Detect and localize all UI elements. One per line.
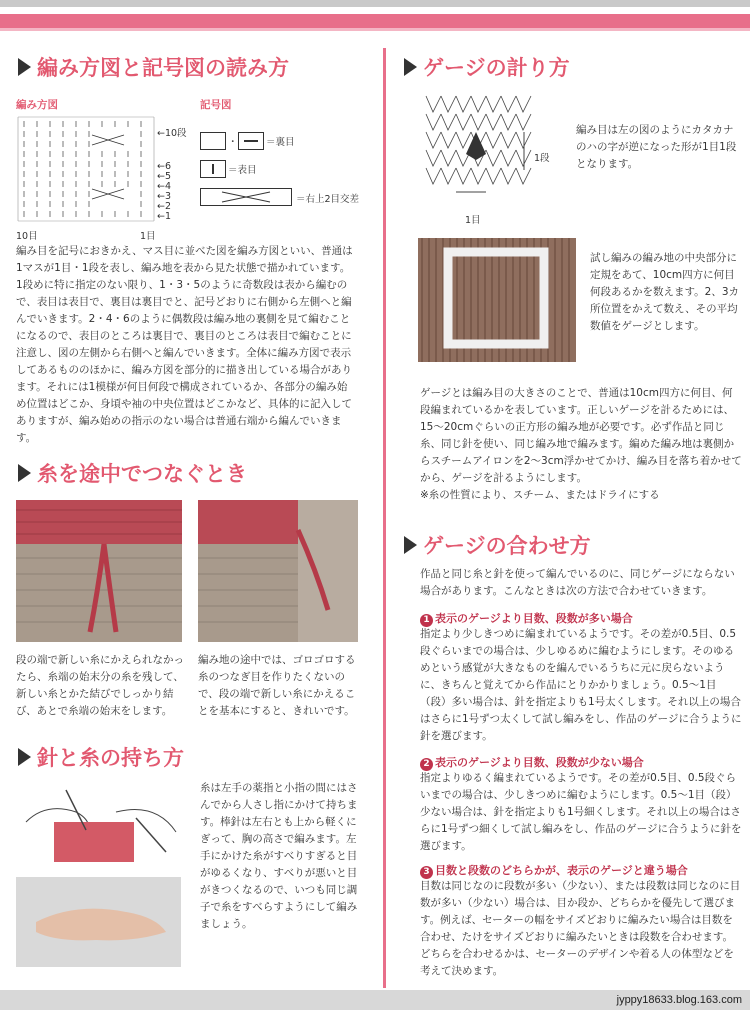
case3-body: 目数は同じなのに段数が多い（少ない）、または段数は同じなのに目数が多い（少ない）場合は、目か段か、どちらかを優先して選びます。例えば、セーターの幅をサイズどおりに編みたい場合は目数を合わせ、たけをサイズどおりに編みたいときは段数を合わせます。どちらを合わせるかは、セーターのデザインや着る人の体型などを考えて決めます。	[420, 880, 741, 977]
legend-knit: ＝表目	[228, 165, 257, 176]
legend-dot: ・	[228, 137, 238, 148]
case1-title: 1 表示のゲージより目数、段数が多い場合	[420, 610, 633, 627]
gauge-note: ※糸の性質により、スチーム、またはドライにする	[420, 489, 660, 501]
case2-body: 指定よりゆるく編まれているようです。その差が0.5目、0.5段ぐらいまでの場合は、少しきつめに編むようにします。0.5～1目（段）少ない場合は、針を指定よりも1号細くします。それ以上の場合はさらに1号ずつ細くして試し編みをし、作品のゲージに合うように針を選びます。	[420, 772, 742, 852]
row-label-3: ←3	[157, 191, 172, 202]
heading-chart-reading: 編み方図と記号図の読み方	[18, 52, 289, 82]
holding-illustrations	[16, 782, 181, 967]
holding-body: 糸は左手の薬指と小指の間にはさんでから人さし指にかけて持ちます。棒針は左右とも上から軽くにぎって、胸の高さで編みます。左手にかけた糸がすべりすぎると目がゆるくなり、すべりが悪いと目がきつくなるので、いつも同じ調子で糸をすべらすようにして編みましょう。	[200, 782, 358, 930]
row-label-4: ←4	[157, 181, 172, 192]
triangle-bullet-icon	[18, 748, 31, 766]
row-label-2: ←2	[157, 201, 172, 212]
heading-holding: 針と糸の持ち方	[18, 742, 184, 772]
footer-url: jyppy18633.blog.163.com	[616, 994, 742, 1006]
case2-title: 2 表示のゲージより目数、段数が少ない場合	[420, 754, 644, 771]
purl-empty-symbol	[200, 132, 226, 150]
heading-gauge: ゲージの計り方	[404, 52, 570, 82]
chart-bottom-left: 10目	[16, 231, 38, 242]
column-divider	[383, 48, 386, 988]
gauge-photo-text: 試し編みの編み地の中央部分に定規をあて、10cm四方に何目何段あるかを数えます。2、3カ所位置をかえて数え、その平均数値をゲージとします。	[590, 252, 740, 332]
matching-intro: 作品と同じ糸と針を使って編んでいるのに、同じゲージにならない場合があります。こんなときは次の方法で合わせていきます。	[420, 568, 735, 597]
legend-cross: ＝右上2目交差	[296, 194, 360, 205]
chart-bottom-right: 1目	[140, 231, 156, 242]
joining-photo-left	[16, 500, 182, 642]
gauge-row-label: 1段	[534, 153, 550, 164]
knit-symbol	[200, 160, 226, 178]
symbol-label: 記号図	[200, 99, 232, 111]
heading-matching: ゲージの合わせ方	[404, 530, 591, 560]
gauge-body: ゲージとは編み目の大きさのことで、普通は10cm四方に何目、何段編まれているかを表しています。正しいゲージを計るためには、15～20cmぐらいの正方形の編み地が必要です。必ず作品と同じ糸、同じ針を使い、同じ編み地で編みます。編めた編み地は裏側からスチームアイロンを2～3cm浮かせてかけ、編み目を落ち着かせてから、ゲージを計るようにします。	[420, 387, 742, 484]
top-pink-bar	[0, 14, 750, 28]
chart-label: 編み方図	[16, 99, 58, 111]
row-label-6: ←6	[157, 161, 172, 172]
top-gray-bar	[0, 0, 750, 7]
chart-reading-body: 編み目を記号におきかえ、マス目に並べた図を編み方図といい、普通は1マスが1目・1段を表し、編み地を表から見た状態で描かれています。1段めに特に指定のない限り、1・3・5のように奇数段は表から編むので、表目は表目で、裏目は裏目でと、記号どおりに右側から左側へと編んでいきます。2・4・6のように偶数段は編み地の裏側を見て編むことになるので、表目のところは裏目で、裏目のところは表目で編むことに注意し、図の左側から右側へと編んでいきます。全体に編み方図で表示してあるもののほかに、編み方図を部分的に描き出している場合があります。それには1模様が何目何段で構成されているか、各部分の編み始め位置はどこか、身頃や袖の中央位置はどこかなど、具体的に記入してありますが、編み始めの指示のない場合は普通右端から編んでいきます。	[16, 245, 353, 444]
gauge-ruler-photo	[418, 238, 576, 362]
joining-left-text: 段の端で新しい糸にかえられなかったら、糸端の始末分の糸を残して、新しい糸とかた結びでしっかり結び、あとで糸端の始末をします。	[16, 654, 184, 717]
legend-purl: ＝裏目	[266, 137, 295, 148]
purl-dash-symbol	[238, 132, 264, 150]
row-label-5: ←5	[157, 171, 172, 182]
row-label-1: ←1	[157, 211, 172, 222]
triangle-bullet-icon	[404, 58, 417, 76]
joining-photo-right	[198, 500, 358, 642]
triangle-bullet-icon	[18, 464, 31, 482]
joining-right-text: 編み地の途中では、ゴロゴロする糸のつなぎ目を作りたくないので、段の端で新しい糸にかえることを基本にすると、きれいです。	[198, 654, 356, 717]
triangle-bullet-icon	[18, 58, 31, 76]
triangle-bullet-icon	[404, 536, 417, 554]
case3-title: 3 目数と段数のどちらかが、表示のゲージと違う場合	[420, 862, 688, 879]
case1-body: 指定より少しきつめに編まれているようです。その差が0.5目、0.5段ぐらいまでの場合は、少しゆるめに編むようにします。そのゆるめという感覚が大きなものを編んでいるうちに元に戻らないように、きちんと覚えてから作品にとりかかりましょう。0.5～1目（段）多い場合は、針を指定よりも1号太くします。それ以上の場合はさらに1号ずつ太くして試し編みをし、作品のゲージに合うように針を選びます。	[420, 628, 742, 742]
row-label-10: ←10段	[157, 128, 187, 139]
gauge-diagram-text: 編み目は左の図のようにカタカナのハの字が逆になった形が1目1段となります。	[576, 124, 737, 170]
gauge-stitch-label: 1目	[465, 215, 481, 226]
heading-joining: 糸を途中でつなぐとき	[18, 458, 247, 488]
cross-symbol	[200, 188, 292, 206]
top-pink-line	[0, 28, 750, 31]
